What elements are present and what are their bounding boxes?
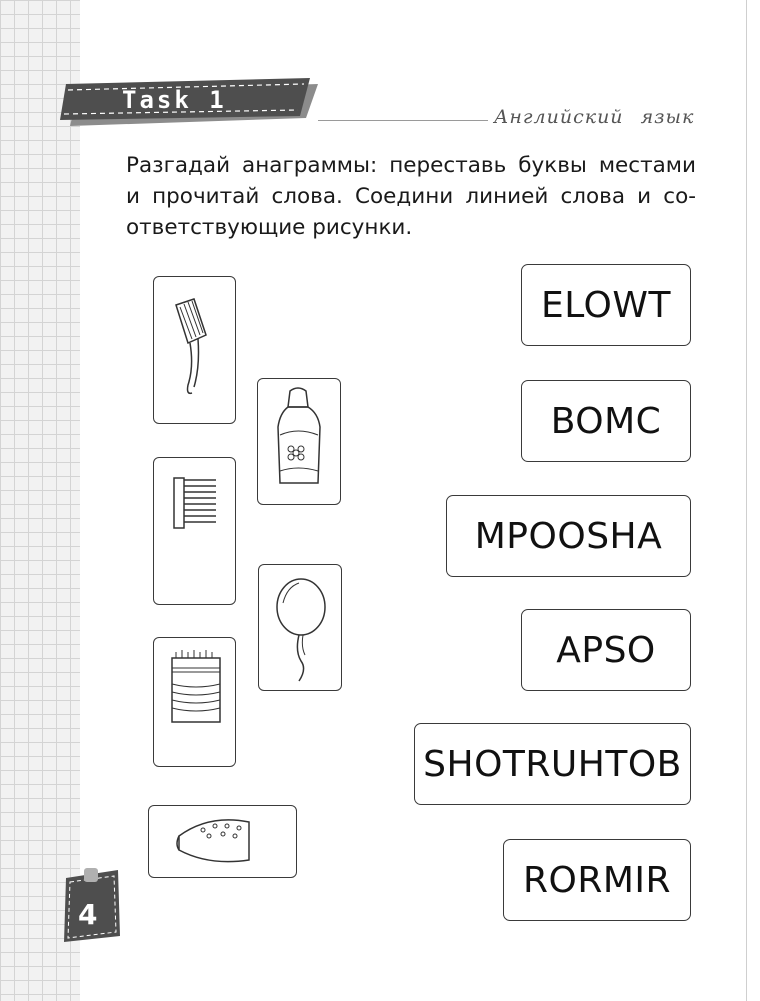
picture-card-mirror[interactable] (258, 564, 342, 691)
word-card-2[interactable]: BOMC (521, 380, 691, 462)
shampoo-bottle-icon (258, 379, 342, 506)
grid-margin-decoration (0, 0, 80, 1001)
picture-card-toothbrush[interactable] (153, 276, 236, 424)
picture-card-towel[interactable] (153, 637, 236, 767)
toothbrush-icon (154, 277, 237, 425)
paperclip-icon (84, 868, 98, 882)
subject-label: Английский язык (494, 106, 695, 128)
word-card-3[interactable]: MPOOSHA (446, 495, 691, 577)
picture-card-comb[interactable] (153, 457, 236, 605)
word-card-4[interactable]: APSO (521, 609, 691, 691)
header-divider (318, 120, 488, 121)
task-title: Task 1 (122, 86, 227, 114)
comb-icon (154, 458, 237, 606)
hand-mirror-icon (259, 565, 343, 692)
soap-icon (149, 806, 298, 879)
page-number: 4 (78, 898, 98, 931)
towel-icon (154, 638, 237, 768)
page-margin-rule (746, 0, 747, 1001)
word-card-1[interactable]: ELOWT (521, 264, 691, 346)
instructions-text: Разгадай анаграммы: переставь буквы местами и прочитай слова. Соедини линией слова и со-ответствующие рисунки. (126, 153, 696, 240)
word-card-6[interactable]: RORMIR (503, 839, 691, 921)
word-card-5[interactable]: SHOTRUHTOB (414, 723, 691, 805)
picture-card-shampoo[interactable] (257, 378, 341, 505)
picture-card-soap[interactable] (148, 805, 297, 878)
